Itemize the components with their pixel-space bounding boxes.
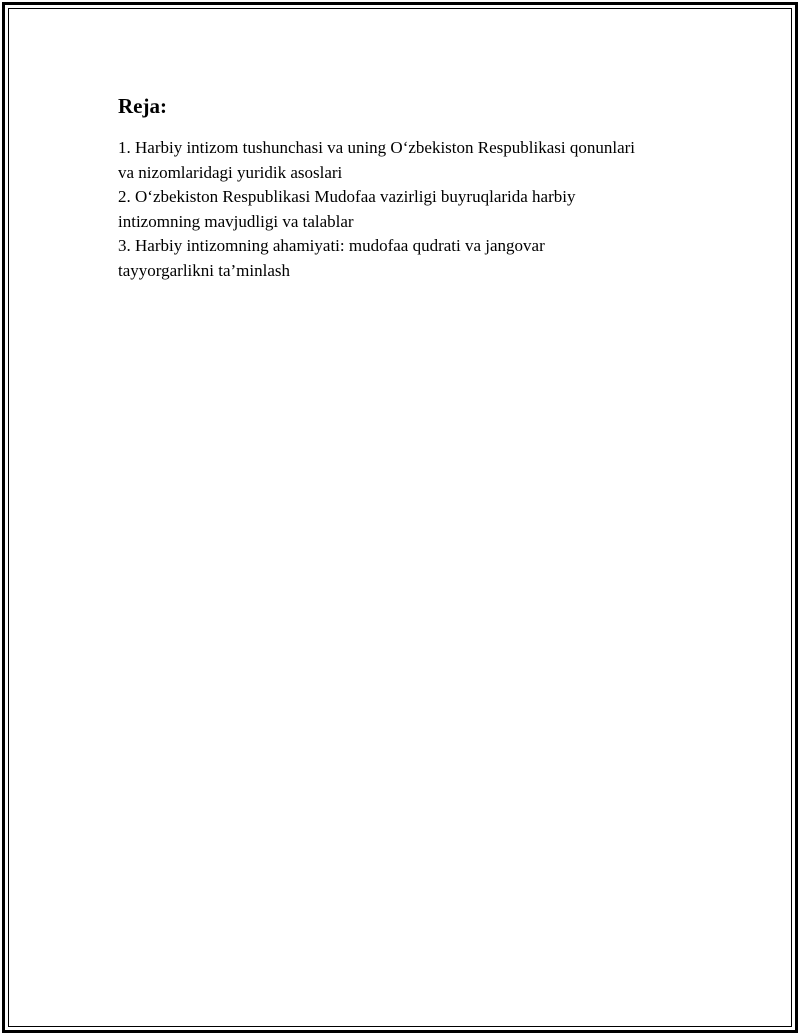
- plan-item-2-line2: intizomning mavjudligi va talablar: [118, 211, 354, 231]
- plan-list: [118, 136, 698, 283]
- plan-item-3-line2: tayyorgarlikni ta’minlash: [118, 260, 291, 280]
- plan-item-3-line1: 3. Harbiy intizomning ahamiyati: mudofaa qudrati va jangovar: [118, 236, 545, 255]
- plan-item-2-line1: 2. O‘zbekiston Respublikasi Mudofaa vazirligi buyruqlarida harbiy: [118, 187, 576, 206]
- plan-item-2: [118, 185, 698, 234]
- plan-section: [118, 92, 698, 283]
- plan-item-1-line1: 1. Harbiy intizom tushunchasi va uning O‘zbekiston Respublikasi qonunlari: [118, 138, 636, 157]
- plan-item-3: [118, 234, 698, 283]
- plan-item-1-line2: va nizomlaridagi yuridik asoslari: [118, 162, 343, 182]
- plan-heading: Reja:: [118, 94, 167, 118]
- plan-item-1: [118, 136, 698, 185]
